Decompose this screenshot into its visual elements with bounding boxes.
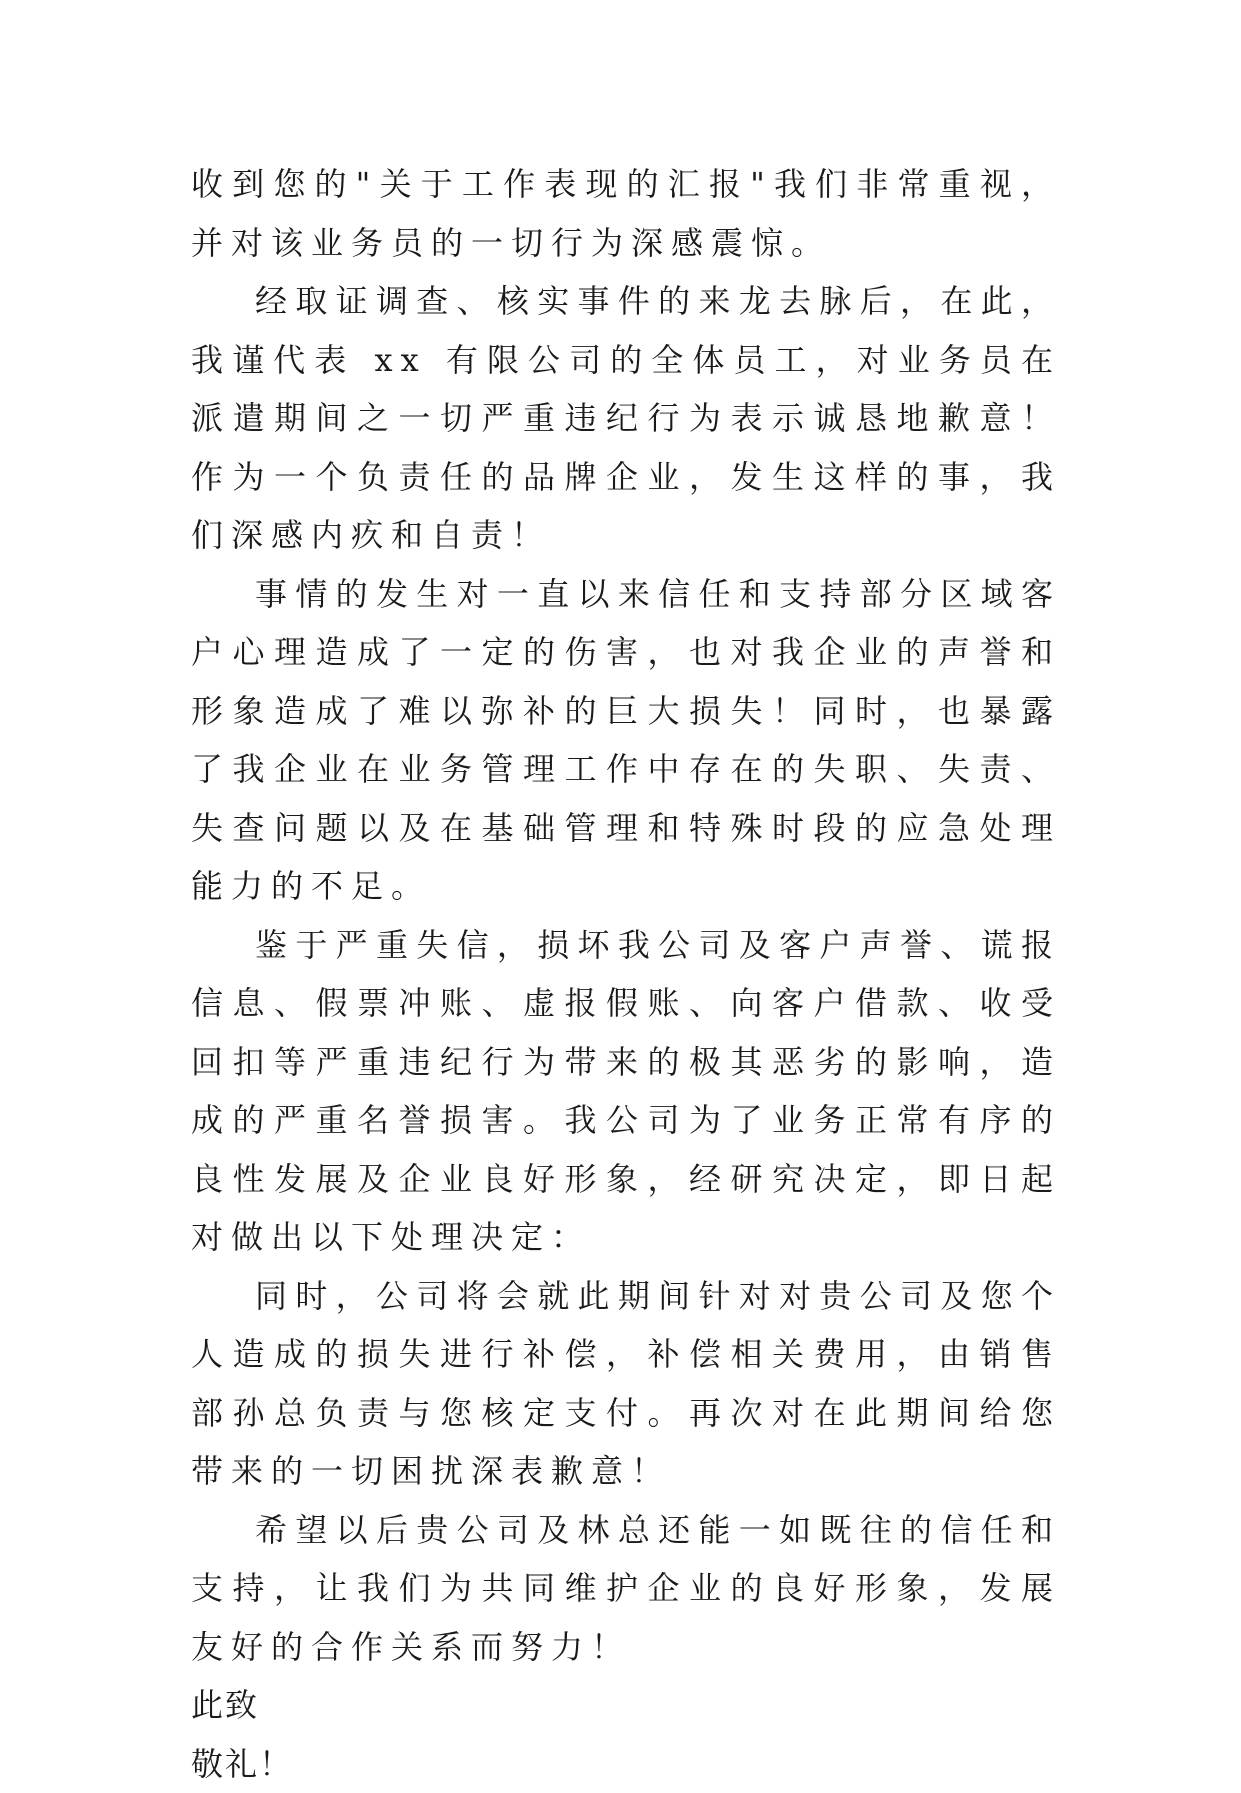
paragraph-compensation: 同时，公司将会就此期间针对对贵公司及您个人造成的损失进行补偿，补偿相关费用，由销售部孙总负责与您核定支付。再次对在此期间给您带来的一切困扰深表歉意！ — [191, 1267, 1061, 1501]
closing-salutation: 此致 — [191, 1676, 1061, 1735]
closing-regards: 敬礼！ — [191, 1735, 1061, 1793]
paragraph-impact: 事情的发生对一直以来信任和支持部分区域客户心理造成了一定的伤害，也对我企业的声誉和形象造成了难以弥补的巨大损失！同时，也暴露了我企业在业务管理工作中存在的失职、失责、失查问题以及在基础管理和特殊时段的应急处理能力的不足。 — [191, 565, 1061, 916]
paragraph-receipt: 收到您的"关于工作表现的汇报"我们非常重视，并对该业务员的一切行为深感震惊。 — [191, 155, 1061, 272]
paragraph-hope: 希望以后贵公司及林总还能一如既往的信任和支持，让我们为共同维护企业的良好形象，发展友好的合作关系而努力！ — [191, 1501, 1061, 1677]
letter-body — [191, 155, 1061, 1793]
paragraph-apology: 经取证调查、核实事件的来龙去脉后，在此，我谨代表 xx 有限公司的全体员工，对业务员在派遣期间之一切严重违纪行为表示诚恳地歉意！作为一个负责任的品牌企业，发生这样的事，我们深感内疚和自责！ — [191, 272, 1061, 565]
paragraph-decision: 鉴于严重失信，损坏我公司及客户声誉、谎报信息、假票冲账、虚报假账、向客户借款、收受回扣等严重违纪行为带来的极其恶劣的影响，造成的严重名誉损害。我公司为了业务正常有序的良性发展及企业良好形象，经研究决定，即日起对做出以下处理决定： — [191, 916, 1061, 1267]
